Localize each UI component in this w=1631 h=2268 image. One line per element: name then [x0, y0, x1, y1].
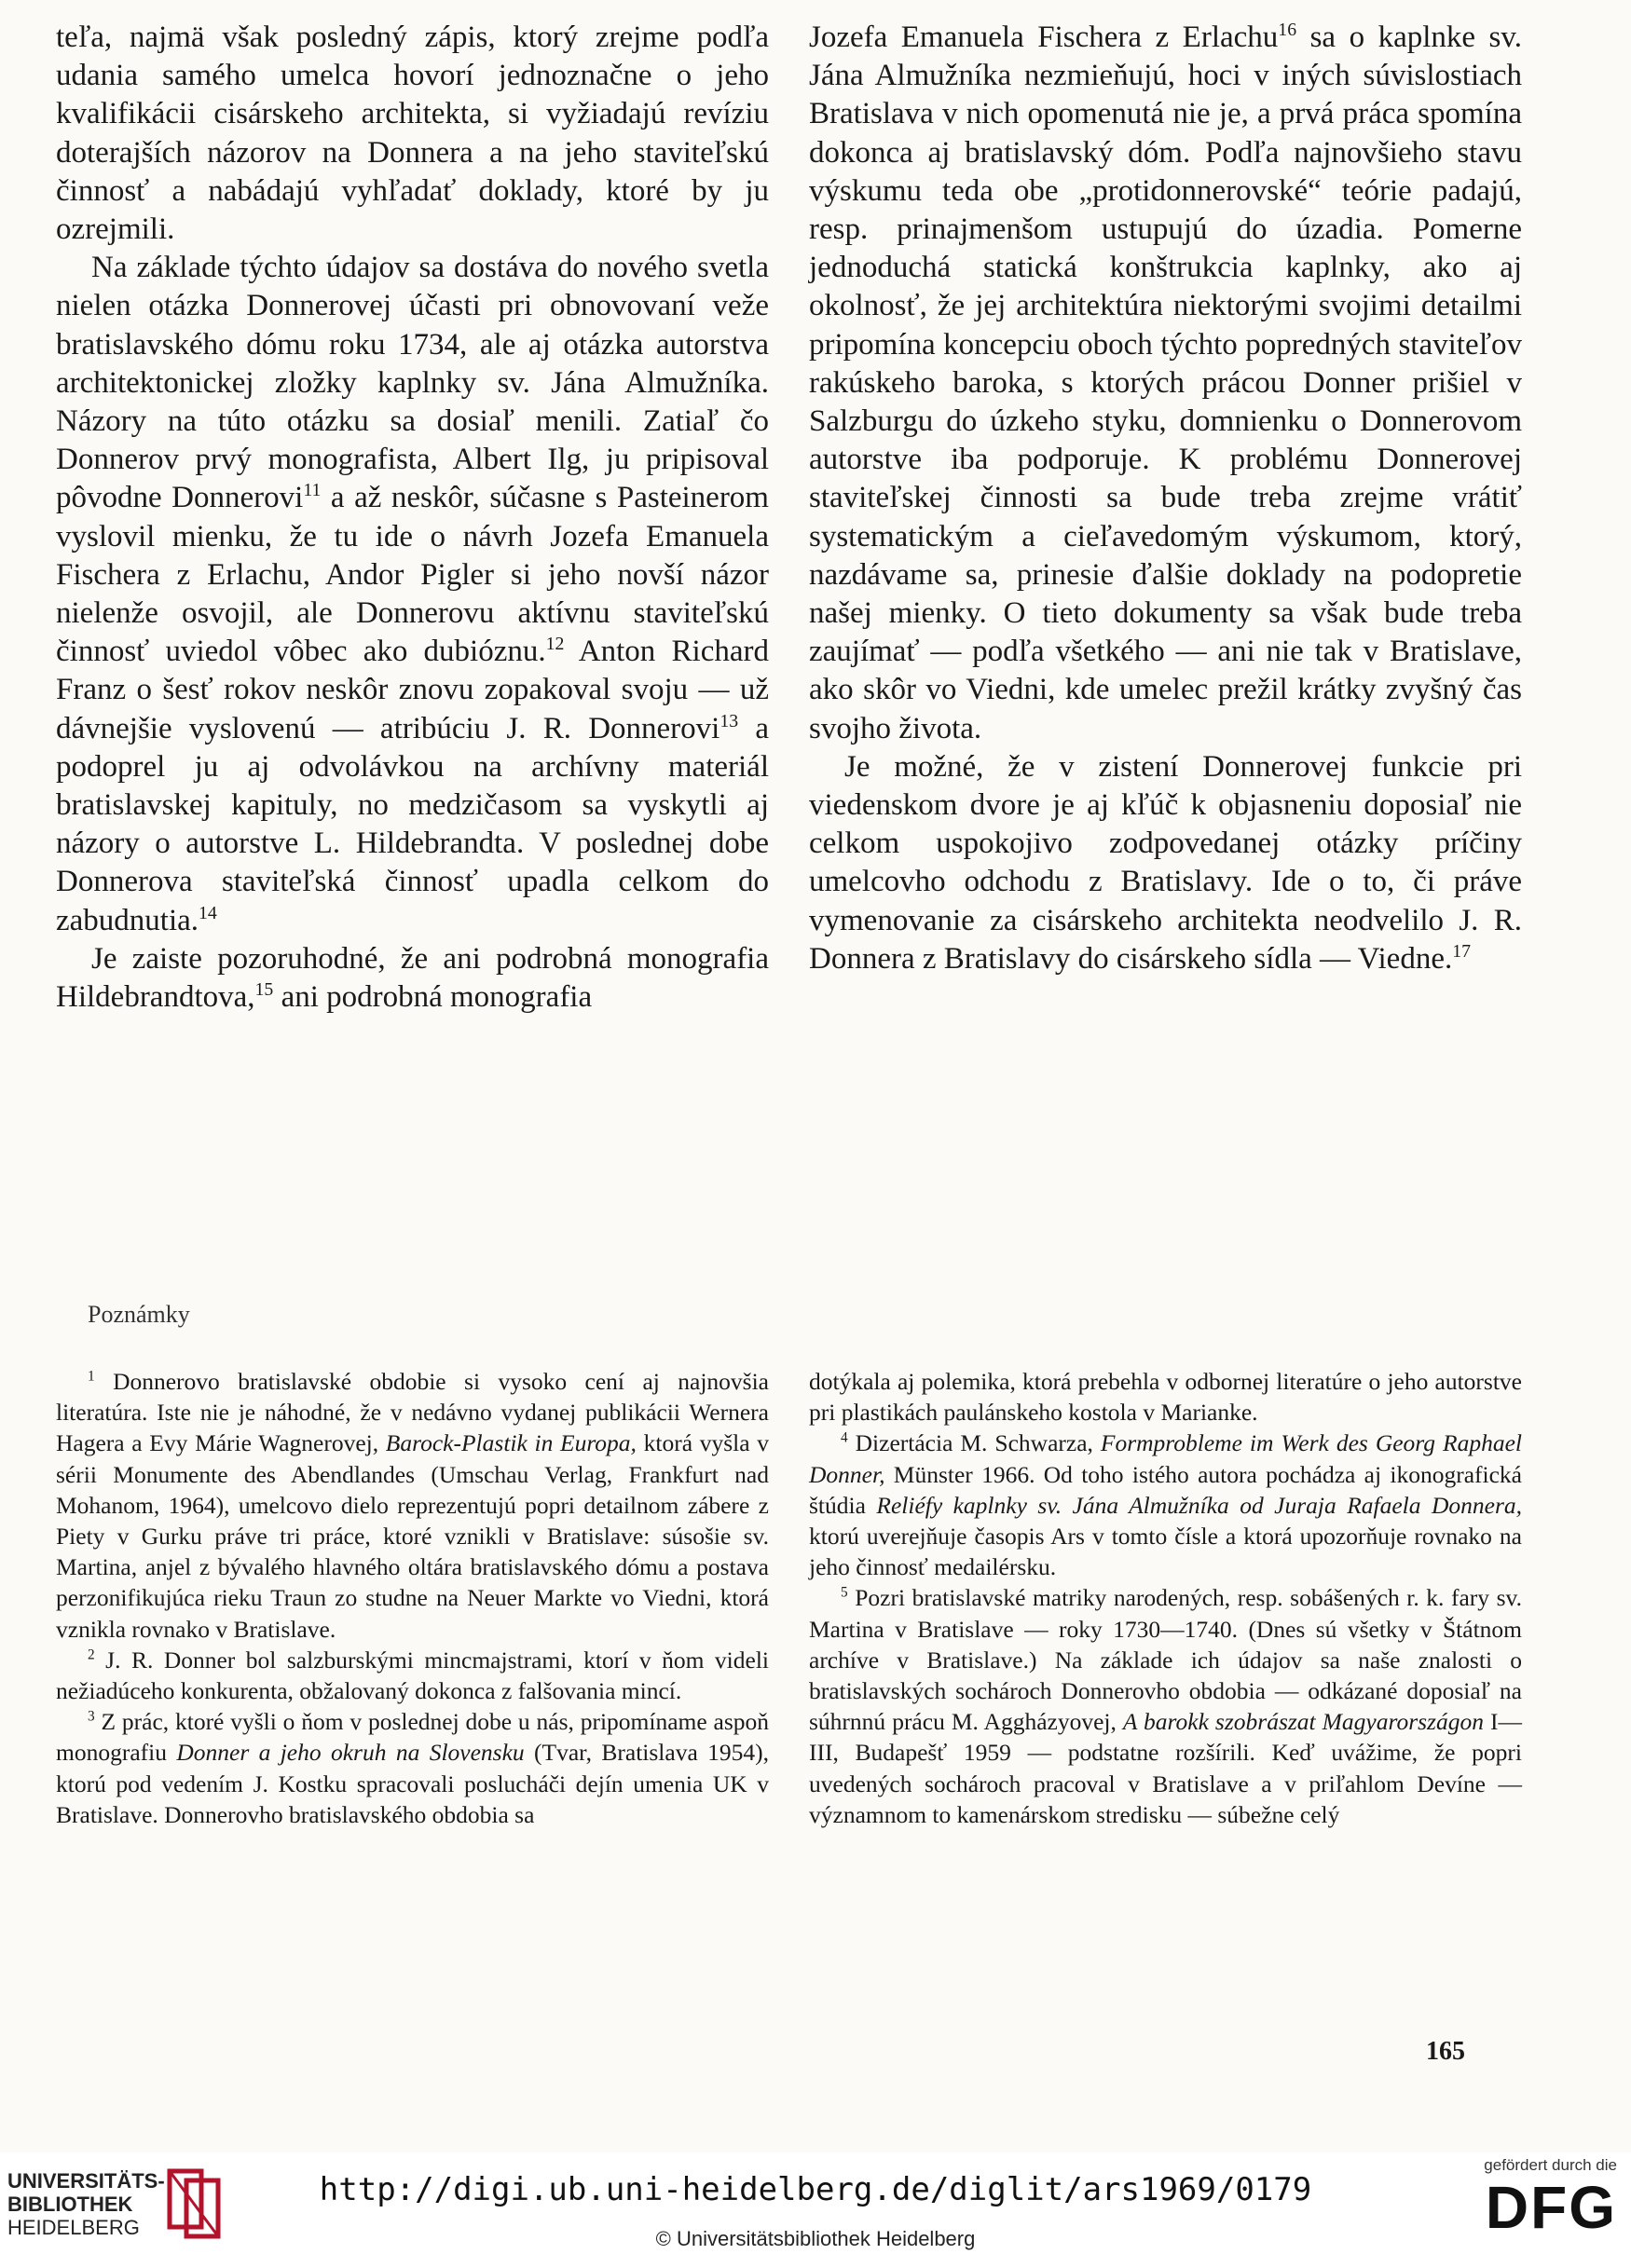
library-name-line2: BIBLIOTHEK — [7, 2193, 133, 2216]
footnote-ref: 2 — [88, 1646, 95, 1663]
text-run: sa o kaplnke sv. Jána Almužníka nezmieňujú, hoci v iných súvislostiach Bratislava v nich opomenutá nie je, a prvá práca spomína dokonca aj bratislavský dóm. Podľa najnovšieho stavu výskumu teda obe „protidonnerovské“ teórie padajú, resp. prinajmenšom ustupujú do úzadia. Pomerne jednoduchá statická konštrukcia kaplnky, ako aj okolnosť, že jej architektúra niektorými svojimi detailmi pripomína koncepciu oboch týchto popredných staviteľov rakúskeho baroka, s ktorých prácou Donner prišiel v Salzburgu do úzkeho styku, domnienku o Donnerovom autorstve iba podporuje. K problému Donnerovej staviteľskej činnosti sa bude treba zrejme vrátiť systematickým a cieľavedomým výskumom, ktorý, nazdávame sa, prinesie ďalšie doklady na podopretie našej mienky. O tieto dokumenty sa však bude treba zaujímať — podľa všetkého — ani nie tak v Bratislave, ako skôr vo Viedni, kde umelec prežil krátky zvyšný čas svojho života. — [809, 20, 1523, 745]
italic-title: Reliéfy kaplnky sv. Jána Almužníka od Juraja Rafaela Donnera, — [876, 1491, 1522, 1519]
paragraph — [56, 249, 769, 940]
text-run: ktorá vyšla v sérii Monumente des Abendlandes (Umschau Verlag, Frankfurt nad Mohanom, 1964), umelcovo dielo reprezentujú popri detailnom zábere z Piety v Gurku práve tri práce, ktoré vznikli v Bratislave: súsošie sv. Martina, anjel z bývalého hlavného oltára bratislavského dómu a postava perzonifikujúca rieku Traun zo studne na Neuer Markte vo Viedni, ktorá vznikla rovnako v Bratislave. — [56, 1429, 769, 1643]
funding-label: gefördert durch die — [1484, 2156, 1617, 2174]
italic-title: Formprobleme im Werk des Georg Raphael Donner, — [809, 1429, 1522, 1488]
italic-title: Barock-Plastik in Europa, — [385, 1429, 637, 1457]
text-run: Z prác, ktoré vyšli o ňom v poslednej dobe u nás, pripomíname aspoň monografiu — [56, 1708, 769, 1767]
paragraph — [809, 1582, 1522, 1830]
paragraph — [56, 1366, 769, 1645]
text-run: Na základe týchto údajov sa dostáva do nového svetla nielen otázka Donnerovej účasti pri obnovovaní veže bratislavského dómu roku 1734, ale aj otázka autorstva architektonickej zložky kaplnky sv. Jána Almužníka. Názory na túto otázku sa dosiaľ menili. Zatiaľ čo Donnerov prvý monografista, Albert Ilg, ju pripisoval pôvodne Donnerovi — [56, 251, 769, 515]
document-url-link[interactable]: http://digi.ub.uni-heidelberg.de/diglit/ars1969/0179 — [319, 2171, 1312, 2208]
dfg-logo-text: DFG — [1485, 2174, 1617, 2241]
text-run: a až neskôr, súčasne s Pasteinerom vyslovil mienku, že tu ide o návrh Jozefa Emanuela Fischera z Erlachu, Andor Pigler si jeho novší názor nielenže osvojil, ale Donnerovu aktívnu staviteľskú činnosť uviedol vôbec ako dubióznu. — [56, 481, 769, 669]
right-column-notes — [809, 1366, 1522, 1830]
funder-logo — [1449, 2156, 1617, 2240]
footnote-ref: 11 — [303, 480, 322, 501]
text-run: Je zaiste pozoruhodné, že ani podrobná monografia Hildebrandtova, — [56, 941, 769, 1015]
footnote-ref: 5 — [841, 1584, 848, 1601]
notes-heading: Poznámky — [88, 1301, 190, 1328]
footer — [0, 2152, 1631, 2268]
paragraph — [56, 1645, 769, 1706]
text-run: Je možné, že v zistení Donnerovej funkcie pri viedenskom dvore je aj kľúč k objasneniu doposiaľ nie celkom uspokojivo zodpovedanej otázky príčiny umelcovho odchodu z Bratislavy. Ide o to, či práve vymenovanie za cisárskeho architekta neodvelilo J. R. Donnera z Bratislavy do cisárskeho sídla — Viedne. — [809, 749, 1522, 976]
text-run: Münster 1966. Od toho istého autora pochádza aj ikonografická štúdia — [809, 1460, 1522, 1519]
italic-title: Donner a jeho okruh na Slovensku — [176, 1739, 525, 1767]
paragraph — [809, 748, 1522, 978]
text-run: I—III, Budapešť 1959 — podstatne rozšírili. Keď uvážime, že popri uvedených sochároch pracoval v Bratislave a v priľahlom Devíne — významnom to kamenárskom stredisku — súbežne celý — [809, 1708, 1522, 1828]
paragraph — [56, 1706, 769, 1830]
paragraph — [809, 19, 1522, 748]
text-run: Jozefa Emanuela Fischera z Erlachu — [809, 20, 1279, 54]
paragraph — [56, 19, 769, 249]
footnote-ref: 17 — [1452, 940, 1472, 962]
library-name-line3: HEIDELBERG — [7, 2216, 140, 2239]
text-run: Donnerovo bratislavské obdobie si vysoko cení aj najnovšia literatúra. Iste nie je náhodné, že v nedávno vydanej publikácii Wernera Hagera a Evy Márie Wagnerovej, — [56, 1368, 769, 1457]
text-run: dotýkala aj polemika, ktorá prebehla v odbornej literatúre o jeho autorstve pri plastikách paulánskeho kostola v Marianke. — [809, 1368, 1522, 1427]
text-run: Anton Richard Franz o šesť rokov neskôr znovu zopakoval svoju — už dávnejšie vyslovenú — atribúciu J. R. Donnerovi — [56, 635, 769, 745]
text-run: a podoprel ju aj odvolávkou na archívny materiál bratislavskej kapituly, no medzičasom sa vyskytli aj názory o autorstve L. Hildebrandta. V poslednej dobe Donnerova staviteľská činnosť upadla celkom do zabudnutia. — [56, 711, 769, 937]
text-run: ktorú uverejňuje časopis Ars v tomto čísle a ktorá upozorňuje rovnako na jeho činnosť medailérsku. — [809, 1523, 1522, 1581]
footnote-ref: 15 — [254, 979, 274, 1001]
italic-title: A barokk szobrászat Magyarországon — [1122, 1708, 1484, 1736]
text-run: (Tvar, Bratislava 1954), ktorú pod vedením J. Kostku spracovali poslucháči dejín umenia UK v Bratislave. Donnerovho bratislavského obdobia sa — [56, 1739, 770, 1828]
text-run: Pozri bratislavské matriky narodených, resp. sobášených r. k. fary sv. Martina v Bratislave — roky 1730—1740. (Dnes sú všetky v Štátnom archíve v Bratislave.) Na základe ich údajov sa naše znalosti o bratislavských sochároch Donnerovho obdobia — odkázané doposiaľ na súhrnnú prácu M. Aggházyovej, — [809, 1584, 1522, 1736]
footnote-ref: 12 — [545, 634, 565, 655]
paragraph — [56, 940, 769, 1017]
text-run: Dizertácia M. Schwarza, — [847, 1429, 1101, 1457]
footnote-ref: 16 — [1278, 20, 1297, 40]
footnote-ref: 3 — [88, 1708, 95, 1725]
right-column-body — [809, 19, 1522, 978]
left-column-body — [56, 19, 769, 1017]
page-number: 165 — [1426, 2037, 1465, 2066]
paragraph — [809, 1366, 1522, 1428]
text-run: ani podrobná monografia — [273, 980, 593, 1015]
paragraph — [809, 1428, 1522, 1582]
copyright-notice: © Universitätsbibliothek Heidelberg — [655, 2227, 976, 2250]
library-name-line1: UNIVERSITÄTS- — [7, 2169, 165, 2193]
footnote-ref: 1 — [88, 1368, 95, 1385]
left-column-notes — [56, 1366, 769, 1830]
text-run: teľa, najmä však posledný zápis, ktorý zrejme podľa udania samého umelca hovorí jednoznačne o jeho kvalifikácii cisárskeho architekta, si vyžiadajú revíziu doterajších názorov na Donnera a na jeho staviteľskú činnosť a nabádajú vyhľadať doklady, ktoré by ju ozrejmili. — [56, 20, 769, 247]
footnote-ref: 14 — [199, 902, 217, 923]
text-run: J. R. Donner bol salzburskými mincmajstrami, ktorí v ňom videli nežiadúceho konkurenta, obžalovaný dokonca z falšovania mincí. — [56, 1646, 769, 1705]
footnote-ref: 4 — [841, 1429, 848, 1446]
footnote-ref: 13 — [720, 710, 739, 731]
